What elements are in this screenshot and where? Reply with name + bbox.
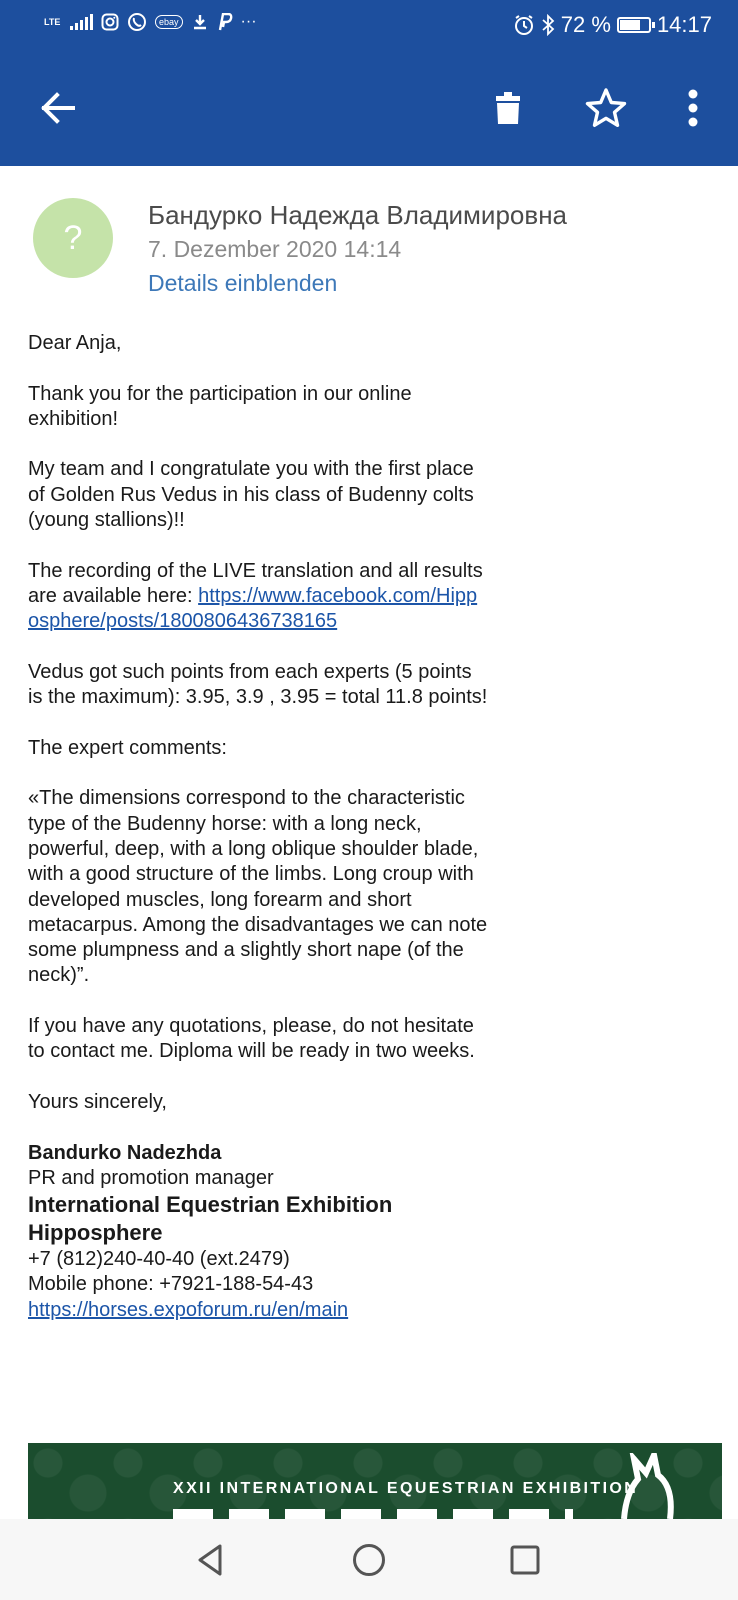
status-bar — [0, 0, 738, 52]
back-triangle-icon — [188, 1537, 234, 1583]
paragraph-congrats: My team and I congratulate you with the first place of Golden Rus Vedus in his class of Budenny colts (young stallions)!! — [28, 458, 474, 532]
status-left — [44, 12, 257, 32]
banner-logo-text — [173, 1509, 573, 1519]
battery-icon — [617, 17, 651, 33]
signature-org: International Equestrian Exhibition Hipposphere — [28, 1192, 393, 1246]
message-date: 7. Dezember 2020 14:14 — [148, 236, 402, 262]
ebay-icon: ebay — [155, 15, 183, 29]
download-icon — [191, 13, 209, 31]
more-notifications: ··· — [240, 13, 257, 30]
signature-role: PR and promotion manager — [28, 1166, 274, 1189]
recording-text: The recording of the LIVE translation and all results are available here: — [28, 559, 483, 607]
clock: 14:17 — [656, 12, 712, 37]
paragraph-expert-comments: «The dimensions correspond to the characteristic type of the Budenny horse: with a long neck, powerful, deep, with a long oblique shoulder blade, with a good structure of the limbs. Long croup with developed muscles, long forearm and short metacarpus. Among the disadvantages we can note some plumpness and a slightly short nape (of the neck)”. — [28, 787, 488, 987]
signature-phone: +7 (812)240-40-40 (ext.2479) — [28, 1248, 290, 1271]
signature-website-link[interactable]: https://horses.expoforum.ru/en/main — [28, 1298, 349, 1321]
show-details-link[interactable]: Details einblenden — [148, 270, 338, 296]
status-right — [513, 12, 712, 38]
exhibition-banner[interactable] — [28, 1443, 722, 1519]
alarm-icon — [513, 14, 535, 36]
paragraph-contact: If you have any quotations, please, do not hesitate to contact me. Diploma will be ready in two weeks. — [28, 1015, 475, 1063]
recents-square-icon — [502, 1537, 548, 1583]
greeting: Dear Anja, — [28, 332, 122, 354]
battery-fill — [620, 20, 640, 30]
paragraph-points: Vedus got such points from each experts (5 points is the maximum): 3.95, 3.9 , 3.95 = total 11.8 points! — [28, 660, 488, 709]
avatar[interactable]: ? — [33, 198, 113, 278]
closing: Yours sincerely, — [28, 1090, 167, 1113]
message-body — [28, 331, 488, 1323]
more-vert-icon — [663, 78, 723, 138]
battery-percent: 72 % — [560, 12, 611, 37]
facebook-link[interactable]: https://www.facebook.com/Hipposphere/posts/1800806436738165 — [28, 584, 478, 633]
delete-button[interactable] — [478, 78, 538, 138]
arrow-back-icon — [28, 78, 88, 138]
instagram-icon — [101, 13, 119, 31]
network-type: LTE — [44, 16, 61, 27]
horse-logo-icon — [616, 1453, 680, 1519]
bluetooth-icon — [541, 14, 555, 36]
signal-icon — [70, 14, 93, 30]
star-button[interactable] — [576, 78, 636, 138]
banner-title: XXII INTERNATIONAL EQUESTRIAN EXHIBITION — [173, 1480, 639, 1497]
more-options-button[interactable] — [663, 78, 723, 138]
system-nav-bar — [0, 1519, 738, 1600]
paragraph-thanks: Thank you for the participation in our online exhibition! — [28, 382, 412, 430]
paragraph-expert-heading: The expert comments: — [28, 736, 227, 759]
sender-name: Бандурко Надежда Владимировна — [148, 200, 568, 230]
star-icon — [576, 78, 636, 138]
back-button[interactable] — [28, 78, 88, 138]
whatsapp-icon — [127, 12, 147, 32]
nav-recents-button[interactable] — [502, 1537, 548, 1583]
paypal-icon — [217, 13, 233, 31]
trash-icon — [478, 78, 538, 138]
signature-mobile: Mobile phone: +7921-188-54-43 — [28, 1273, 314, 1296]
message-header — [0, 166, 738, 316]
app-bar — [0, 52, 738, 166]
signature — [28, 1141, 488, 1323]
nav-home-button[interactable] — [346, 1537, 392, 1583]
paragraph-recording — [28, 559, 488, 635]
nav-back-button[interactable] — [188, 1537, 234, 1583]
home-circle-icon — [346, 1537, 392, 1583]
signature-name: Bandurko Nadezhda — [28, 1141, 222, 1164]
